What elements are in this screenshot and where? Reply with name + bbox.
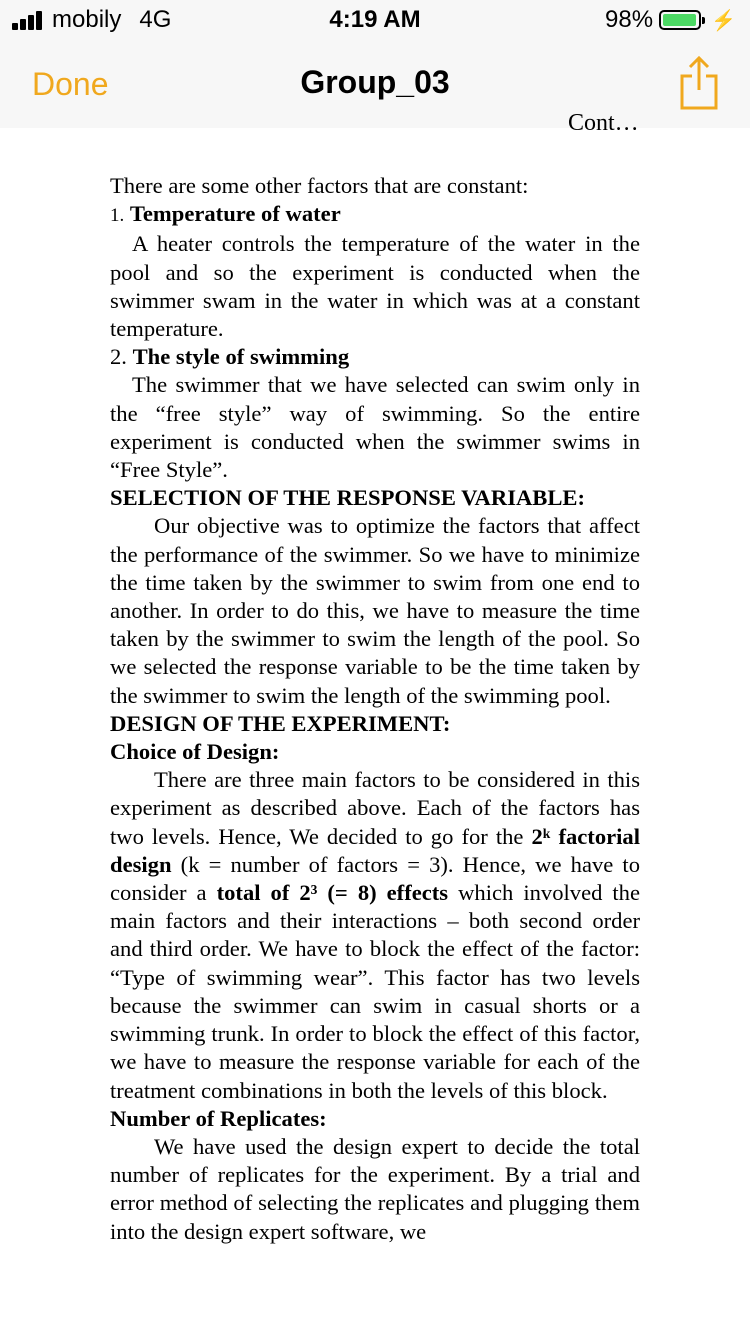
item2-title: The style of swimming bbox=[132, 344, 350, 370]
design-text-2: (k = number of factors = 3). Hence, we have to consider a bbox=[110, 851, 640, 906]
replicates-heading-text: Number of Replicates: bbox=[110, 1105, 327, 1131]
battery-percent: 98% bbox=[605, 6, 654, 33]
item1-number: 1. bbox=[110, 205, 125, 227]
status-bar bbox=[0, 0, 750, 40]
item1-title: Temperature of water bbox=[129, 201, 341, 227]
design-text-3: which involved the main factors and their interactions – both second order and third order. We have to block the effect of the factor: “Type of swimming wear”. This factor has two levels because the swimmer can swim in casual shorts or a swimming trunk. In order to block the effect of this factor, we have to measure the response variable for each of the treatment combinations in both the levels of this block. bbox=[110, 880, 641, 1103]
design-body bbox=[110, 766, 640, 1104]
share-icon[interactable] bbox=[678, 54, 720, 110]
design-bold-2: total of 2³ (= 8) effects bbox=[216, 880, 449, 906]
document-title: Group_03 bbox=[300, 64, 450, 100]
item2-heading bbox=[110, 343, 640, 371]
replicates-heading bbox=[110, 1105, 640, 1133]
choice-heading-text: Choice of Design: bbox=[110, 739, 280, 765]
battery-fill bbox=[663, 14, 696, 26]
network-type: 4G bbox=[139, 6, 172, 33]
response-body: Our objective was to optimize the factors that affect the performance of the swimmer. So we have to minimize the time taken by the swimmer to swim from one end to another. In order to do this, we have to measure the time taken by the swimmer to swim the length of the pool. So we selected the response variable to be the time taken by the swimmer to swim the length of the swimming pool. bbox=[110, 513, 640, 708]
battery-icon bbox=[659, 10, 701, 30]
choice-heading bbox=[110, 738, 640, 766]
clock: 4:19 AM bbox=[329, 6, 421, 33]
intro-text: There are some other factors that are constant: bbox=[110, 173, 529, 198]
design-bold-1: 2ᵏ factorial design bbox=[110, 823, 640, 877]
carrier-name: mobily bbox=[52, 6, 122, 33]
item2-number: 2. bbox=[110, 344, 127, 370]
done-button[interactable]: Done bbox=[32, 66, 109, 102]
design-text-1: There are three main factors to be considered in this experiment as described above. Each of the factors has two levels. Hence, We decided to go for the bbox=[110, 767, 640, 849]
status-right bbox=[605, 6, 736, 34]
response-heading-text: SELECTION OF THE RESPONSE VARIABLE: bbox=[110, 485, 586, 511]
document-body bbox=[110, 128, 640, 1246]
continued-label: Cont… bbox=[568, 110, 639, 136]
design-heading-text: DESIGN OF THE EXPERIMENT: bbox=[110, 710, 451, 736]
item1-body: A heater controls the temperature of the water in the pool and so the experiment is conducted when the swimmer swam in the water in which was at a constant temperature. bbox=[110, 231, 640, 342]
replicates-body: We have used the design expert to decide the total number of replicates for the experiment. By a trial and error method of selecting the replicates and plugging them into the design expert software, we bbox=[110, 1133, 640, 1244]
item2-body: The swimmer that we have selected can swim only in the “free style” way of swimming. So the entire experiment is conducted when the swimmer swims in “Free Style”. bbox=[110, 372, 640, 483]
design-heading bbox=[110, 710, 640, 738]
response-heading bbox=[110, 484, 640, 512]
charging-bolt-icon: ⚡ bbox=[711, 9, 736, 32]
item1-heading bbox=[110, 200, 640, 230]
